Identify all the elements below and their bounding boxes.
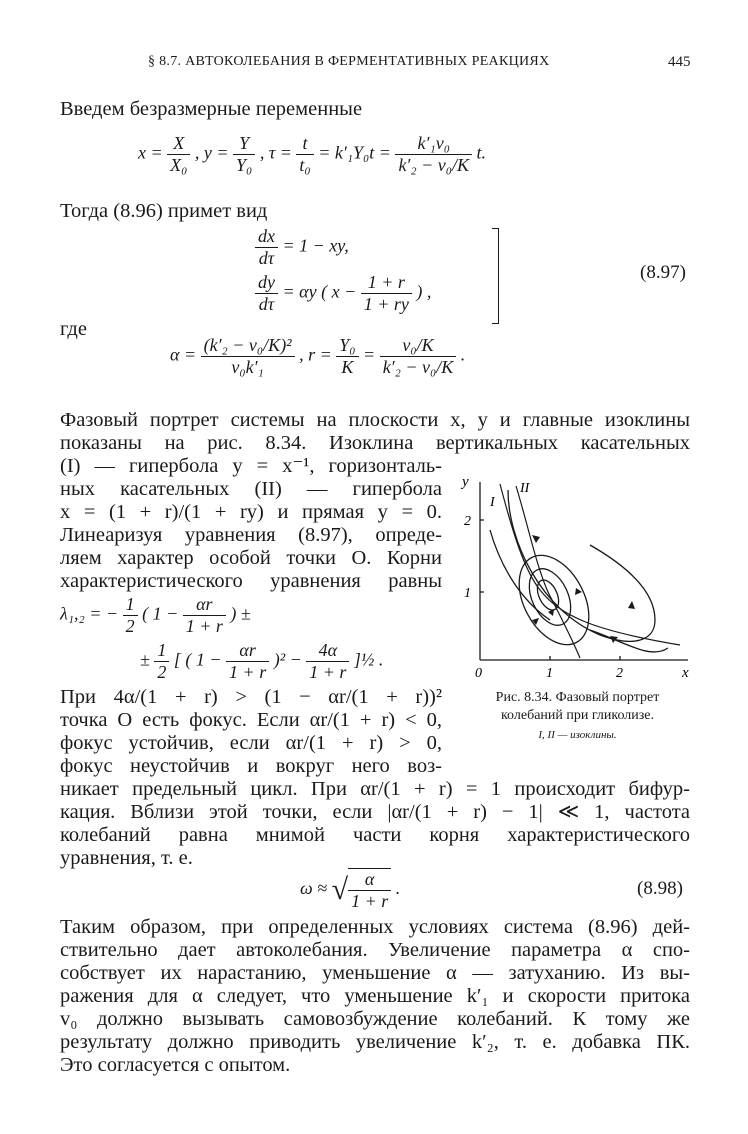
x-tick-label: 0 — [475, 666, 482, 681]
y-axis-label: y — [462, 474, 469, 490]
system-equation-1: $\frac{dx}{d\tau}$ = 1 − xy, — [255, 226, 349, 269]
paragraph-line: x = (1 + r)/(1 + ry) и прямая y = 0. — [60, 501, 442, 523]
paragraph-line: колебаний равна мнимой части корня характеристического — [60, 824, 690, 846]
figure-caption-note: I, II — изоклины. — [538, 729, 617, 741]
paragraph-line: фокус неустойчив и вокруг него воз- — [60, 755, 442, 777]
lambda-equation-line-1: λ₁,₂ = − $\frac{1}{2}$ ( 1 − $\frac{\alpha r}{1 + r}$ ) ± — [60, 594, 251, 636]
y-tick-label: 2 — [464, 514, 471, 529]
system-equation-2: $\frac{dy}{d\tau}$ = αy ( x − $\frac{1 + r}{1 + ry}$ ) , — [255, 272, 431, 315]
paragraph-line: Это согласуется с опытом. — [60, 1054, 291, 1076]
paragraph-line: При 4α/(1 + r) > (1 − αr/(1 + r))² — [60, 686, 442, 708]
paragraph-line: уравнения, т. е. — [60, 847, 193, 869]
paragraph-line: характеристического уравнения равны — [60, 570, 442, 592]
paragraph-line: никает предельный цикл. При αr/(1 + r) = 1 происходит бифур- — [60, 778, 690, 800]
intro-text: Введем безразмерные переменные — [60, 98, 363, 120]
running-title: § 8.7. АВТОКОЛЕБАНИЯ В ФЕРМЕНТАТИВНЫХ РЕАКЦИЯХ — [148, 54, 550, 69]
paragraph-line: ражения для α следует, что уменьшение k′₁ и скорости притока — [60, 985, 690, 1007]
system-brace — [492, 228, 499, 324]
curve-label-II: II — [520, 481, 530, 496]
equation-parameters: α = $\frac{\text{(k′₂ − v₀/K)²}}{\text{v₀k′₁}}$ , r = $\frac{\text{Y₀}}{K}$ = $\frac{\text{v₀/K}}{\text{k′₂ − v₀/K}}$ . — [170, 335, 466, 377]
paragraph-line: собствует их нарастанию, уменьшение α — затуханию. Из вы- — [60, 962, 690, 984]
paragraph-line: ляем характер особой точки O. Корни — [60, 547, 442, 569]
then-text: Тогда (8.96) примет вид — [60, 200, 268, 222]
paragraph-line: показаны на рис. 8.34. Изоклина вертикальных касательных — [60, 432, 690, 454]
paragraph-line: (I) — гипербола y = x⁻¹, горизонталь- — [60, 455, 442, 477]
arrow — [575, 588, 582, 595]
equation-variables: x = $\frac{X}{\text{X₀}}$ , y = $\frac{Y}{\text{Y₀}}$ , τ = $\frac{t}{\text{t₀}}$ = k′₁Y₀t = $\frac{\text{k′₁v₀}}{\text{k′₂ − v₀/K}}$ t. — [138, 133, 487, 175]
paragraph-line: фокус устойчив, если αr/(1 + r) > 0, — [60, 732, 442, 754]
omega-equation: ω ≈ √ $\frac{\alpha}{1 + r}$ . — [300, 869, 401, 911]
x-tick-label: 1 — [546, 666, 553, 681]
where-text: где — [60, 318, 87, 340]
paragraph-line: Таким образом, при определенных условиях система (8.96) дей- — [60, 916, 690, 938]
paragraph-line: точка O есть фокус. Если αr/(1 + r) < 0, — [60, 709, 442, 731]
curve-label-I: I — [490, 495, 495, 510]
y-tick-label: 1 — [464, 586, 471, 601]
paragraph-line: ных касательных (II) — гипербола — [60, 478, 442, 500]
paragraph-line: Фазовый портрет системы на плоскости x, y и главные изоклины — [60, 409, 690, 431]
figure-caption: Рис. 8.34. Фазовый портрет колебаний при гликолизе. — [495, 690, 660, 723]
paragraph-line: v₀ должно вызывать самовозбуждение колебаний. К тому же — [60, 1008, 690, 1030]
paragraph-line: ствительно дает автоколебания. Увеличение параметра α спо- — [60, 939, 690, 961]
phase-portrait-figure — [450, 470, 700, 685]
paragraph-line: кация. Вблизи этой точки, если |αr/(1 + r) − 1| ≪ 1, частота — [60, 801, 690, 823]
trajectory-middle — [505, 544, 603, 657]
paragraph-line: результату должно приводить увеличение k′₂, т. е. добавка ПК. — [60, 1031, 690, 1053]
paragraph-line: Линеаризуя уравнения (8.97), опреде- — [60, 524, 442, 546]
x-tick-label: 2 — [616, 666, 623, 681]
equation-number-8-98: (8.98) — [637, 878, 683, 899]
lambda-equation-line-2: ± $\frac{1}{2}$ [ ( 1 − $\frac{\alpha r}{1 + r}$ )² − $\frac{4\alpha}{1 + r}$ ]½ . — [140, 640, 384, 682]
arrow — [532, 535, 540, 543]
x-axis-label: x — [682, 665, 689, 681]
equation-number-8-97: (8.97) — [640, 262, 686, 283]
arrow — [628, 601, 635, 609]
page-number: 445 — [668, 54, 691, 70]
